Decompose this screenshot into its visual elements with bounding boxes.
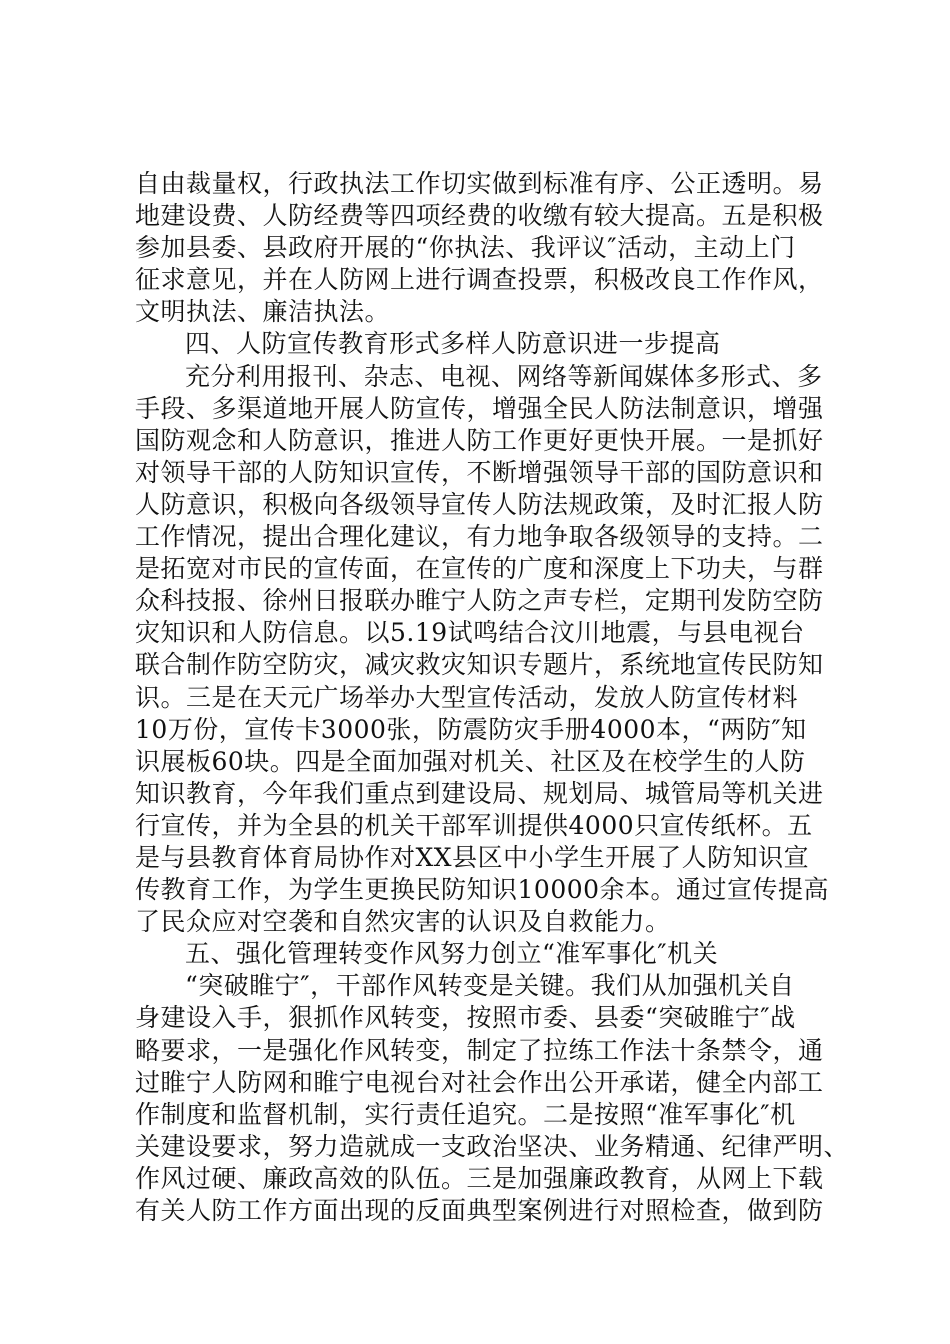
text-line: 略要求，一是强化作风转变，制定了拉练工作法十条禁令，通 [135, 1035, 824, 1065]
text-line: 文明执法、廉洁执法。 [135, 297, 391, 327]
text-line: 人防意识，积极向各级领导宣传人防法规政策，及时汇报人防 [135, 489, 824, 519]
text-line: 了民众应对空袭和自然灾害的认识及自救能力。 [135, 907, 671, 937]
text-line: “突破睢宁″，干部作风转变是关键。我们从加强机关自 [185, 971, 795, 1001]
text-line: 识。三是在天元广场举办大型宣传活动，发放人防宣传材料 [135, 682, 799, 712]
text-line: 征求意见，并在人防网上进行调查投票，积极改良工作作风， [135, 265, 824, 295]
text-line: 众科技报、徐州日报联办睢宁人防之声专栏，定期刊发防空防 [135, 586, 824, 616]
text-line: 地建设费、人防经费等四项经费的收缴有较大提高。五是积极 [135, 201, 824, 231]
text-line: 充分利用报刊、杂志、电视、网络等新闻媒体多形式、多 [185, 361, 823, 391]
text-line: 国防观念和人防意识，推进人防工作更好更快开展。一是抓好 [135, 425, 824, 455]
text-line: 知识教育，今年我们重点到建设局、规划局、城管局等机关进 [135, 778, 824, 808]
text-line: 灾知识和人防信息。以5.19试鸣结合汶川地震，与县电视台 [135, 618, 805, 648]
text-line: 过睢宁人防网和睢宁电视台对社会作出公开承诺，健全内部工 [135, 1067, 824, 1097]
text-line: 行宣传，并为全县的机关干部军训提供4000只宣传纸杯。五 [135, 810, 813, 840]
text-line: 手段、多渠道地开展人防宣传，增强全民人防法制意识，增强 [135, 393, 824, 423]
text-line: 是拓宽对市民的宣传面，在宣传的广度和深度上下功夫，与群 [135, 554, 824, 584]
text-line: 传教育工作，为学生更换民防知识10000余本。通过宣传提高 [135, 875, 830, 905]
text-line: 作制度和监督机制，实行责任追究。二是按照“准军事化″机 [135, 1099, 796, 1129]
body-text [135, 168, 850, 1227]
text-line: 对领导干部的人防知识宣传，不断增强领导干部的国防意识和 [135, 457, 824, 487]
text-line: 关建设要求，努力造就成一支政治坚决、业务精通、纪律严明、 [135, 1131, 850, 1161]
text-line: 工作情况，提出合理化建议，有力地争取各级领导的支持。二 [135, 522, 824, 552]
text-line: 自由裁量权，行政执法工作切实做到标准有序、公正透明。易 [135, 169, 824, 198]
section-heading: 五、强化管理转变作风努力创立“准军事化″机关 [185, 939, 719, 969]
text-line: 识展板60块。四是全面加强对机关、社区及在校学生的人防 [135, 746, 806, 776]
text-line: 是与县教育体育局协作对XX县区中小学生开展了人防知识宣 [135, 842, 810, 872]
text-line: 10万份，宣传卡3000张，防震防灾手册4000本，“两防″知 [135, 714, 807, 744]
text-line: 作风过硬、廉政高效的队伍。三是加强廉政教育，从网上下载 [135, 1163, 824, 1193]
text-line: 身建设入手，狠抓作风转变，按照市委、县委“突破睢宁″战 [135, 1003, 796, 1033]
text-line: 有关人防工作方面出现的反面典型案例进行对照检查，做到防 [135, 1196, 824, 1225]
text-line: 参加县委、县政府开展的“你执法、我评议″活动，主动上门 [135, 233, 796, 263]
text-line: 联合制作防空防灾，减灾救灾知识专题片，系统地宣传民防知 [135, 650, 824, 680]
section-heading: 四、人防宣传教育形式多样人防意识进一步提高 [185, 329, 721, 359]
